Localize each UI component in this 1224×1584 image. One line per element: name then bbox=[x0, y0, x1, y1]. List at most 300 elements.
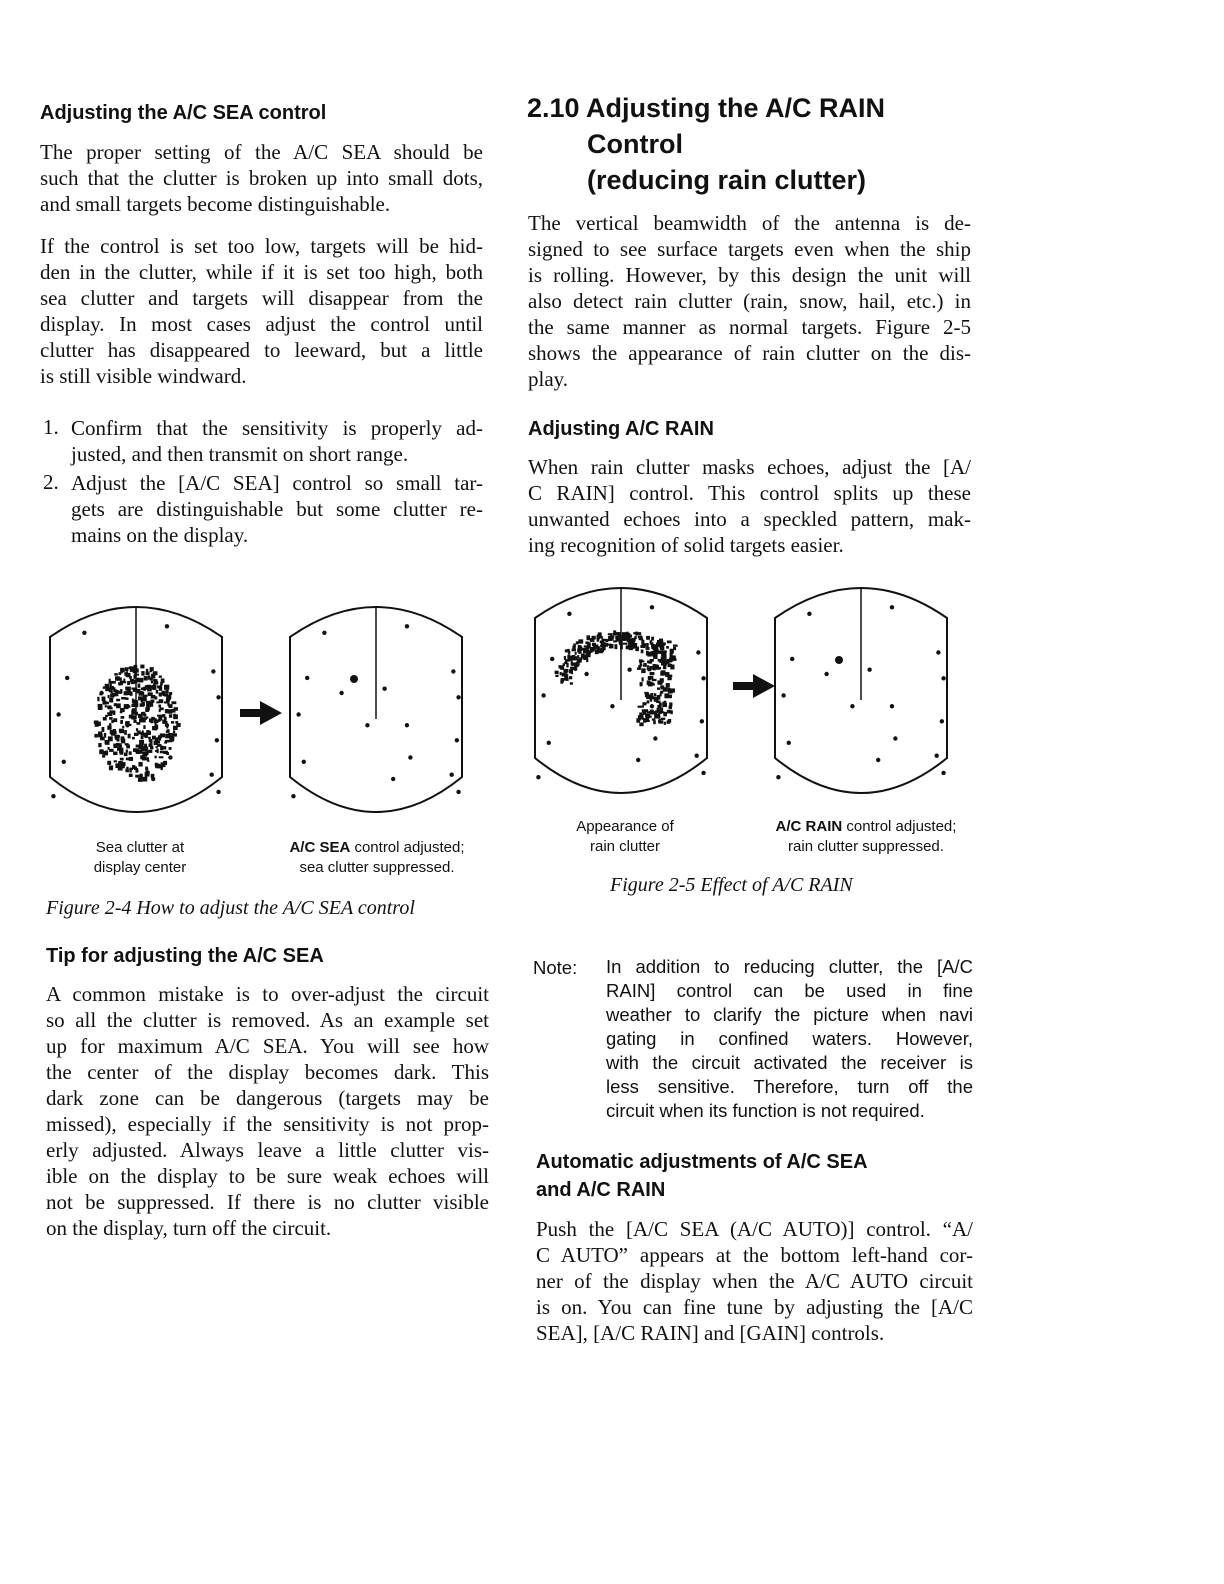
clutter-speck bbox=[652, 645, 654, 650]
clutter-speck bbox=[137, 678, 139, 682]
target-echo bbox=[694, 754, 698, 758]
clutter-speck bbox=[650, 672, 655, 675]
clutter-speck bbox=[151, 681, 153, 684]
paragraph-vertical-beamwidth bbox=[528, 210, 971, 392]
heading-line: and A/C RAIN bbox=[536, 1179, 666, 1201]
clutter-speck bbox=[646, 636, 650, 640]
clutter-speck bbox=[166, 690, 169, 694]
clutter-speck bbox=[168, 709, 172, 713]
target-echo bbox=[567, 612, 571, 616]
caption-line: Sea clutter at bbox=[95, 839, 185, 856]
clutter-speck bbox=[146, 672, 148, 674]
clutter-speck bbox=[568, 651, 570, 655]
clutter-speck bbox=[108, 695, 110, 698]
heading-tip: Tip for adjusting the A/C SEA bbox=[46, 945, 324, 967]
clutter-speck bbox=[135, 768, 137, 772]
target-echo bbox=[627, 668, 631, 672]
clutter-speck bbox=[595, 650, 599, 654]
clutter-speck bbox=[94, 720, 99, 723]
clutter-speck bbox=[608, 644, 611, 646]
caption-bold: A/C SEA bbox=[289, 839, 351, 856]
clutter-speck bbox=[109, 749, 114, 752]
clutter-speck bbox=[118, 682, 121, 685]
caption-line: sea clutter suppressed. bbox=[299, 859, 455, 876]
clutter-speck bbox=[140, 750, 143, 754]
clutter-speck bbox=[665, 672, 669, 677]
clutter-speck bbox=[116, 738, 119, 741]
clutter-speck bbox=[664, 701, 667, 703]
text-line: the same manner as normal targets. Figure 2-5 bbox=[528, 315, 971, 339]
clutter-speck bbox=[165, 721, 167, 724]
target-echo bbox=[62, 760, 66, 764]
paragraph-control-too-low bbox=[40, 233, 483, 389]
text-line: missed), especially if the sensitivity is not prop- bbox=[46, 1112, 489, 1136]
clutter-speck bbox=[124, 730, 127, 735]
target-echo bbox=[536, 775, 540, 779]
clutter-speck bbox=[590, 638, 594, 641]
clutter-speck bbox=[647, 665, 649, 667]
text-line: play. bbox=[528, 367, 569, 391]
clutter-speck bbox=[660, 685, 662, 688]
target-echo bbox=[701, 676, 705, 680]
text-line: den in the clutter, while if it is set too high, both bbox=[40, 260, 483, 284]
clutter-speck bbox=[164, 742, 167, 744]
text-line: RAIN] control can be used in fine bbox=[606, 980, 973, 1001]
text-line: circuit when its function is not required. bbox=[606, 1100, 925, 1121]
clutter-speck bbox=[146, 706, 149, 711]
target-echo bbox=[382, 687, 386, 691]
target-echo bbox=[650, 605, 654, 609]
clutter-speck bbox=[670, 653, 673, 657]
clutter-speck bbox=[163, 751, 167, 754]
clutter-speck bbox=[115, 738, 117, 740]
clutter-speck bbox=[670, 664, 674, 669]
clutter-speck bbox=[608, 633, 613, 635]
clutter-speck bbox=[663, 656, 666, 660]
clutter-speck bbox=[566, 677, 569, 680]
target-echo bbox=[322, 631, 326, 635]
text-line: dark zone can be dangerous (targets may be bbox=[46, 1086, 489, 1110]
clutter-speck bbox=[105, 687, 109, 691]
clutter-speck bbox=[651, 637, 654, 641]
clutter-speck bbox=[571, 657, 575, 660]
figure-2-4-title: Figure 2-4 How to adjust the A/C SEA control bbox=[46, 897, 415, 919]
clutter-speck bbox=[149, 744, 153, 747]
clutter-speck bbox=[639, 722, 643, 726]
step-1 bbox=[43, 415, 483, 467]
clutter-speck bbox=[560, 672, 562, 675]
target-echo bbox=[408, 755, 412, 759]
step-number: 2. bbox=[43, 470, 59, 494]
clutter-speck bbox=[634, 643, 637, 648]
clutter-speck bbox=[123, 679, 125, 682]
text-line: so all the clutter is removed. As an example set bbox=[46, 1008, 489, 1032]
target-echo bbox=[339, 691, 343, 695]
paragraph-tip bbox=[46, 981, 489, 1241]
text-line: When rain clutter masks echoes, adjust the [A/ bbox=[528, 455, 971, 479]
clutter-speck bbox=[592, 643, 596, 646]
clutter-speck bbox=[641, 649, 644, 653]
clutter-speck bbox=[143, 746, 148, 750]
target-echo bbox=[807, 612, 811, 616]
clutter-speck bbox=[646, 651, 649, 656]
clutter-speck bbox=[667, 710, 671, 714]
clutter-speck bbox=[669, 702, 672, 706]
text-line: unwanted echoes into a speckled pattern, mak- bbox=[528, 507, 971, 531]
clutter-speck bbox=[664, 650, 667, 653]
target-echo bbox=[82, 631, 86, 635]
target-echo bbox=[650, 704, 654, 708]
clutter-speck bbox=[642, 643, 646, 646]
clutter-speck bbox=[571, 669, 573, 674]
clutter-speck bbox=[110, 693, 114, 697]
text-line: is still visible windward. bbox=[40, 364, 247, 388]
clutter-speck bbox=[117, 746, 122, 750]
heading-adjusting-ac-sea: Adjusting the A/C SEA control bbox=[40, 102, 327, 124]
clutter-speck bbox=[111, 688, 113, 693]
clutter-speck bbox=[131, 710, 135, 715]
target-echo bbox=[51, 794, 55, 798]
heading-line: Automatic adjustments of A/C SEA bbox=[536, 1151, 868, 1173]
clutter-speck bbox=[664, 722, 666, 725]
clutter-speck bbox=[645, 713, 650, 717]
clutter-speck bbox=[659, 719, 661, 722]
clutter-speck bbox=[148, 685, 153, 687]
clutter-speck bbox=[145, 750, 148, 755]
clutter-speck bbox=[138, 684, 141, 688]
clutter-speck bbox=[127, 691, 131, 695]
clutter-speck bbox=[157, 685, 162, 688]
clutter-speck bbox=[626, 638, 629, 640]
clutter-speck bbox=[650, 693, 653, 695]
clutter-speck bbox=[111, 681, 115, 684]
clutter-speck bbox=[558, 665, 560, 668]
clutter-speck bbox=[150, 667, 154, 671]
clutter-speck bbox=[609, 637, 613, 641]
clutter-speck bbox=[143, 695, 147, 699]
clutter-speck bbox=[118, 766, 123, 771]
clutter-speck bbox=[145, 767, 148, 770]
caption-line: display center bbox=[93, 859, 187, 876]
clutter-speck bbox=[102, 755, 105, 758]
target-echo bbox=[405, 624, 409, 628]
paragraph-rain-clutter-masks bbox=[528, 454, 971, 558]
target-echo bbox=[456, 695, 460, 699]
clutter-speck bbox=[655, 651, 658, 655]
target-echo bbox=[305, 676, 309, 680]
clutter-speck bbox=[605, 639, 608, 642]
clutter-speck bbox=[159, 756, 164, 758]
clutter-speck bbox=[666, 683, 670, 688]
clutter-speck bbox=[601, 642, 606, 645]
text-line: ner of the display when the A/C AUTO circuit bbox=[536, 1269, 973, 1293]
clutter-speck bbox=[164, 701, 169, 703]
clutter-speck bbox=[99, 693, 102, 695]
clutter-speck bbox=[125, 667, 128, 671]
clutter-speck bbox=[137, 668, 139, 672]
clutter-speck bbox=[657, 643, 662, 647]
text-line: SEA], [A/C RAIN] and [GAIN] controls. bbox=[536, 1321, 885, 1345]
clutter-speck bbox=[116, 703, 121, 708]
clutter-speck bbox=[100, 737, 104, 741]
clutter-speck bbox=[650, 659, 654, 662]
step-number: 1. bbox=[43, 415, 59, 439]
clutter-speck bbox=[151, 695, 156, 699]
clutter-speck bbox=[158, 741, 160, 744]
text-line: C RAIN] control. This control splits up these bbox=[528, 481, 971, 505]
clutter-speck bbox=[649, 676, 654, 679]
text-line: on the display, turn off the circuit. bbox=[46, 1216, 332, 1240]
clutter-speck bbox=[673, 647, 676, 650]
clutter-speck bbox=[652, 654, 655, 657]
clutter-speck bbox=[157, 744, 161, 747]
caption-ac-rain-adjusted bbox=[748, 817, 984, 857]
clutter-speck bbox=[136, 722, 140, 725]
clutter-speck bbox=[109, 723, 111, 726]
target-echo bbox=[700, 719, 704, 723]
clutter-speck bbox=[587, 643, 591, 647]
clutter-speck bbox=[155, 746, 157, 748]
clutter-speck bbox=[161, 762, 166, 767]
clutter-speck bbox=[609, 646, 612, 648]
clutter-speck bbox=[139, 691, 143, 696]
target-echo bbox=[365, 723, 369, 727]
clutter-speck bbox=[129, 751, 132, 755]
clutter-speck bbox=[629, 645, 632, 649]
clutter-speck bbox=[134, 665, 138, 669]
clutter-speck bbox=[133, 700, 136, 705]
target-echo bbox=[636, 758, 640, 762]
text-line: ing recognition of solid targets easier. bbox=[528, 533, 844, 557]
target-echo bbox=[216, 790, 220, 794]
clutter-speck bbox=[111, 732, 115, 736]
clutter-speck bbox=[154, 756, 156, 759]
clutter-speck bbox=[149, 740, 152, 744]
figure-2-5-illustration bbox=[525, 578, 965, 818]
text-line: with the circuit activated the receiver is bbox=[606, 1052, 973, 1073]
clutter-speck bbox=[126, 744, 130, 748]
clutter-speck bbox=[563, 669, 568, 672]
clutter-speck bbox=[143, 725, 145, 729]
clutter-speck bbox=[655, 647, 658, 650]
target-echo bbox=[835, 656, 843, 664]
clutter-speck bbox=[673, 644, 678, 646]
clutter-speck bbox=[98, 705, 103, 710]
clutter-speck bbox=[160, 733, 162, 738]
target-echo bbox=[850, 704, 854, 708]
clutter-speck bbox=[654, 697, 659, 702]
clutter-speck bbox=[661, 718, 664, 720]
clutter-speck bbox=[119, 729, 124, 733]
clutter-speck bbox=[657, 705, 661, 708]
target-echo bbox=[449, 773, 453, 777]
target-echo bbox=[940, 719, 944, 723]
clutter-speck bbox=[155, 750, 159, 752]
target-echo bbox=[451, 669, 455, 673]
clutter-speck bbox=[126, 749, 128, 752]
text-line: and small targets become distinguishable. bbox=[40, 192, 391, 216]
clutter-speck bbox=[149, 718, 153, 722]
clutter-speck bbox=[143, 718, 145, 723]
clutter-speck bbox=[574, 666, 577, 670]
clutter-speck bbox=[652, 711, 657, 714]
clutter-speck bbox=[99, 749, 103, 754]
section-title bbox=[527, 90, 885, 198]
clutter-speck bbox=[641, 668, 645, 673]
clutter-speck bbox=[566, 663, 568, 667]
clutter-speck bbox=[140, 665, 144, 669]
clutter-speck bbox=[666, 646, 669, 649]
clutter-speck bbox=[162, 714, 165, 717]
step-text bbox=[71, 415, 483, 467]
clutter-speck bbox=[148, 750, 152, 753]
clutter-speck bbox=[165, 709, 169, 713]
target-echo bbox=[890, 605, 894, 609]
caption-line: Appearance of bbox=[576, 818, 674, 835]
clutter-speck bbox=[673, 658, 677, 661]
clutter-speck bbox=[94, 734, 97, 738]
clutter-speck bbox=[661, 643, 666, 645]
target-echo bbox=[653, 736, 657, 740]
caption-bold: A/C RAIN bbox=[775, 818, 843, 835]
clutter-speck bbox=[565, 660, 567, 663]
clutter-speck bbox=[171, 721, 174, 724]
clutter-speck bbox=[105, 705, 107, 707]
clutter-speck bbox=[641, 677, 643, 681]
target-echo bbox=[584, 672, 588, 676]
clutter-speck bbox=[174, 707, 178, 711]
step-text bbox=[71, 470, 483, 548]
clutter-speck bbox=[567, 655, 571, 658]
target-echo bbox=[934, 754, 938, 758]
clutter-speck bbox=[124, 753, 128, 757]
clutter-speck bbox=[573, 643, 576, 647]
clutter-speck bbox=[576, 641, 579, 644]
clutter-speck bbox=[105, 740, 110, 745]
clutter-speck bbox=[131, 704, 136, 707]
clutter-speck bbox=[160, 751, 164, 753]
text-line: Push the [A/C SEA (A/C AUTO)] control. “A/ bbox=[536, 1217, 973, 1241]
clutter-speck bbox=[133, 720, 136, 723]
clutter-speck bbox=[135, 775, 139, 778]
target-echo bbox=[550, 657, 554, 661]
clutter-speck bbox=[103, 701, 108, 704]
target-echo bbox=[65, 676, 69, 680]
clutter-speck bbox=[99, 722, 101, 726]
clutter-speck bbox=[643, 710, 646, 714]
target-echo bbox=[893, 736, 897, 740]
clutter-speck bbox=[169, 704, 173, 708]
clutter-speck bbox=[170, 737, 173, 740]
clutter-speck bbox=[663, 665, 666, 670]
clutter-speck bbox=[640, 682, 643, 686]
clutter-speck bbox=[650, 684, 654, 686]
clutter-speck bbox=[614, 644, 617, 649]
clutter-speck bbox=[152, 736, 156, 740]
clutter-speck bbox=[642, 702, 646, 705]
clutter-speck bbox=[148, 737, 151, 739]
text-line: shows the appearance of rain clutter on the dis- bbox=[528, 341, 971, 365]
clutter-speck bbox=[118, 691, 122, 694]
clutter-speck bbox=[644, 692, 648, 694]
target-echo bbox=[781, 693, 785, 697]
clutter-speck bbox=[578, 639, 583, 643]
clutter-speck bbox=[169, 714, 172, 717]
clutter-speck bbox=[117, 743, 121, 746]
clutter-speck bbox=[143, 733, 148, 737]
text-line: up for maximum A/C SEA. You will see how bbox=[46, 1034, 489, 1058]
clutter-speck bbox=[144, 676, 148, 680]
text-line: is on. You can fine tune by adjusting the [A/C bbox=[536, 1295, 973, 1319]
clutter-speck bbox=[641, 716, 643, 720]
heading-automatic-adjustments bbox=[536, 1148, 868, 1204]
clutter-speck bbox=[581, 654, 584, 658]
clutter-speck bbox=[150, 678, 153, 681]
clutter-speck bbox=[129, 768, 132, 773]
target-echo bbox=[867, 668, 871, 672]
clutter-speck bbox=[626, 632, 628, 636]
clutter-speck bbox=[141, 702, 144, 706]
target-echo bbox=[787, 741, 791, 745]
clutter-speck bbox=[171, 701, 176, 704]
clutter-speck bbox=[661, 670, 665, 675]
clutter-speck bbox=[113, 710, 116, 715]
target-echo bbox=[209, 773, 213, 777]
clutter-speck bbox=[156, 690, 158, 694]
clutter-speck bbox=[660, 693, 662, 697]
clutter-speck bbox=[128, 734, 131, 739]
text-line: The proper setting of the A/C SEA should be bbox=[40, 140, 483, 164]
clutter-speck bbox=[161, 733, 165, 737]
clutter-speck bbox=[570, 682, 573, 685]
note-text bbox=[606, 955, 973, 1123]
clutter-speck bbox=[103, 717, 107, 721]
clutter-speck bbox=[158, 705, 161, 708]
clutter-speck bbox=[638, 706, 641, 708]
clutter-speck bbox=[597, 637, 600, 642]
clutter-speck bbox=[122, 726, 124, 729]
clutter-speck bbox=[561, 678, 564, 682]
clutter-speck bbox=[641, 706, 644, 708]
target-echo bbox=[696, 650, 700, 654]
text-line: gets are distinguishable but some clutter re- bbox=[71, 497, 483, 521]
caption-rain-clutter bbox=[545, 817, 705, 857]
clutter-speck bbox=[667, 641, 672, 644]
clutter-speck bbox=[118, 762, 122, 766]
clutter-speck bbox=[143, 777, 148, 782]
target-echo bbox=[391, 777, 395, 781]
clutter-speck bbox=[141, 688, 145, 691]
clutter-speck bbox=[113, 752, 117, 755]
clutter-speck bbox=[161, 678, 165, 683]
target-echo bbox=[876, 758, 880, 762]
clutter-speck bbox=[569, 676, 572, 679]
clutter-speck bbox=[136, 745, 139, 748]
clutter-speck bbox=[166, 696, 170, 701]
target-echo bbox=[215, 738, 219, 742]
text-line: Adjust the [A/C SEA] control so small tar- bbox=[71, 471, 483, 495]
text-line: signed to see surface targets even when the ship bbox=[528, 237, 971, 261]
clutter-speck bbox=[125, 721, 127, 724]
clutter-speck bbox=[125, 769, 128, 773]
clutter-speck bbox=[583, 649, 586, 654]
clutter-speck bbox=[104, 751, 108, 755]
clutter-speck bbox=[108, 707, 113, 709]
clutter-speck bbox=[647, 667, 651, 670]
caption-rest: control adjusted; bbox=[350, 839, 465, 856]
clutter-speck bbox=[653, 668, 656, 670]
clutter-speck bbox=[647, 695, 652, 697]
